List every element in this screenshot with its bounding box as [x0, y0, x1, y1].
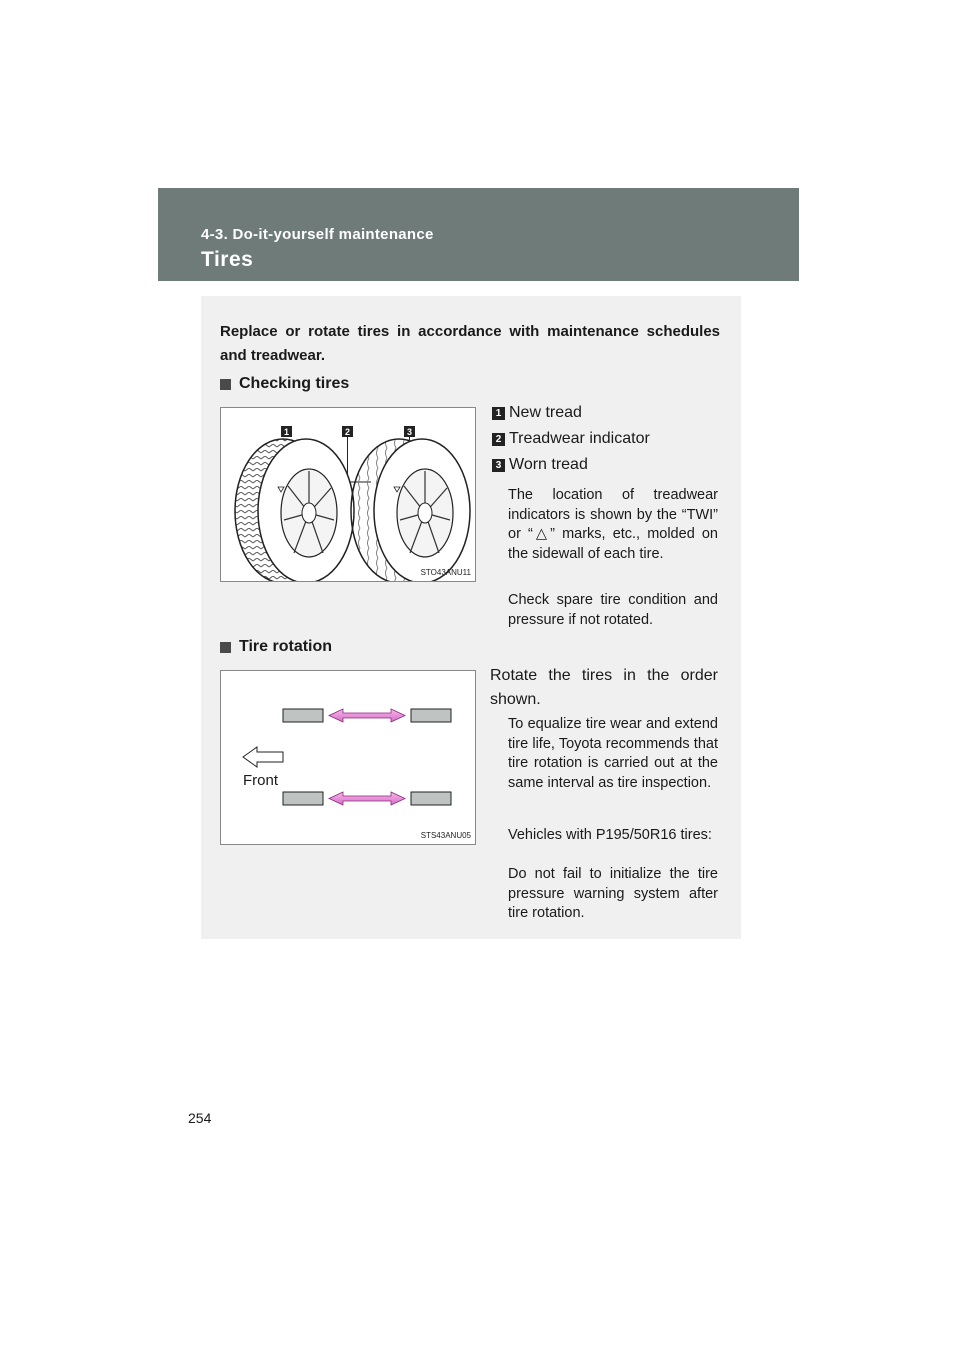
- svg-text:2: 2: [344, 427, 351, 437]
- front-label: Front: [243, 772, 279, 789]
- square-bullet-icon: [220, 642, 231, 653]
- square-bullet-icon: [220, 379, 231, 390]
- list-item: [492, 404, 582, 422]
- list-item: [492, 430, 650, 448]
- treadwear-note: The location of treadwear indicators is shown by the “TWI” or “△” marks, etc., molded on the sidewall of each tire.: [508, 487, 718, 562]
- spare-tire-note: Check spare tire condition and pressure if not rotated.: [508, 592, 718, 628]
- number-badge: 2: [492, 433, 505, 446]
- tpws-note-heading: Vehicles with P195/50R16 tires:: [508, 827, 712, 843]
- svg-text:3: 3: [406, 427, 413, 437]
- tire-rotation-figure: [220, 670, 476, 845]
- tpws-note: Do not fail to initialize the tire pressure warning system after tire rotation.: [508, 866, 718, 921]
- front-left-tire: [283, 709, 323, 722]
- rear-swap-arrow: [329, 792, 405, 805]
- figure-code: STS43ANU05: [420, 831, 471, 840]
- front-direction-arrow-icon: [243, 747, 283, 767]
- number-badge: 3: [492, 459, 505, 472]
- rear-left-tire: [283, 792, 323, 805]
- heading-label: Checking tires: [239, 375, 350, 392]
- figure-code: STO43ANU11: [420, 568, 471, 577]
- worn-tire-illustration: [351, 439, 470, 581]
- item-label: Worn tread: [509, 456, 588, 473]
- heading-checking-tires: [220, 375, 349, 393]
- item-label: Treadwear indicator: [509, 430, 650, 447]
- section-label: 4-3. Do-it-yourself maintenance: [201, 226, 434, 243]
- rotation-diagram: [221, 671, 475, 844]
- rear-right-tire: [411, 792, 451, 805]
- tire-tread-figure: [220, 407, 476, 582]
- new-tire-illustration: [235, 439, 354, 581]
- front-swap-arrow: [329, 709, 405, 722]
- chapter-header: [158, 188, 799, 281]
- rotation-note: To equalize tire wear and extend tire life, Toyota recommends that tire rotation is carried out at the same interval as tire inspection.: [508, 716, 718, 791]
- tires-illustration: [221, 408, 475, 581]
- page-title: Tires: [201, 248, 254, 271]
- tpws-note-title: [508, 826, 718, 846]
- svg-text:1: 1: [283, 427, 290, 437]
- item-label: New tread: [509, 404, 582, 421]
- heading-tire-rotation: [220, 638, 332, 656]
- page-number: 254: [188, 1110, 212, 1126]
- number-badge: 1: [492, 407, 505, 420]
- heading-label: Tire rotation: [239, 638, 333, 655]
- content-box: [201, 296, 741, 939]
- front-right-tire: [411, 709, 451, 722]
- intro-text: Replace or rotate tires in accordance with maintenance schedules and treadwear.: [220, 323, 720, 364]
- rotation-instruction: Rotate the tires in the order shown.: [490, 667, 718, 708]
- list-item: [492, 456, 588, 474]
